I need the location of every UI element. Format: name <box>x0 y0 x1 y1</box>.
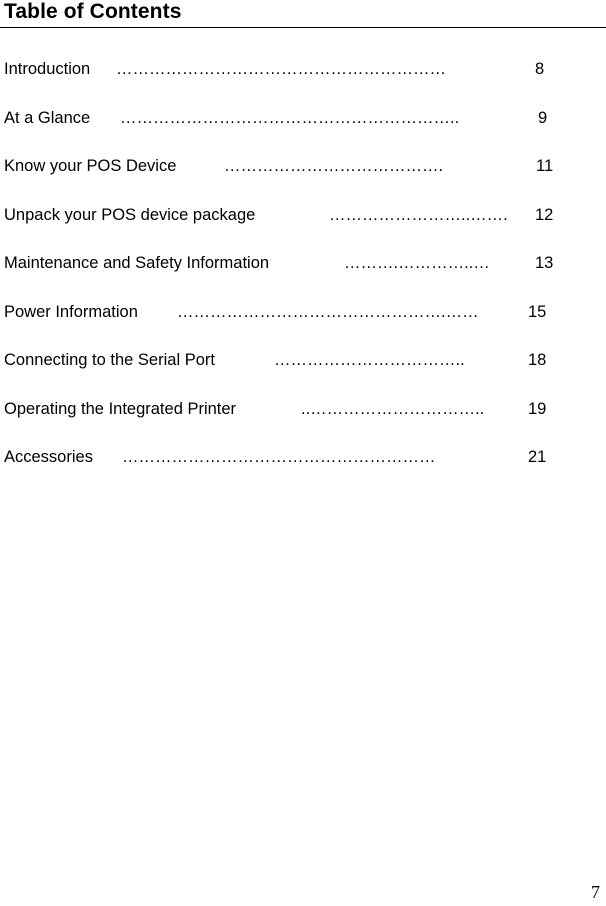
dot-leader: …………………………………. <box>224 157 444 175</box>
dot-leader: ………………………………………….…… <box>177 302 479 321</box>
page-number: 7 <box>591 882 600 902</box>
toc-entry-title: Know your POS Device <box>4 157 177 175</box>
toc-page-number: 12 <box>535 205 554 224</box>
dot-leader: ………………………………………………… <box>122 448 436 466</box>
toc-entry-title: Connecting to the Serial Port <box>4 351 215 369</box>
toc-page-number: 21 <box>528 448 547 466</box>
dot-leader: ……………………..……. <box>329 205 508 224</box>
toc-entry-title: Power Information <box>4 302 138 321</box>
page-title: Table of Contents <box>4 0 182 23</box>
toc-entry-title: At a Glance <box>4 108 91 127</box>
dot-leader: ..………………………….. <box>301 399 485 418</box>
toc-entry-title: Unpack your POS device package <box>4 205 256 224</box>
toc-entry-title: Operating the Integrated Printer <box>4 399 237 418</box>
toc-page-number: 8 <box>535 60 545 78</box>
dot-leader: ……….…………..… <box>344 254 490 272</box>
toc-page-number: 15 <box>528 302 547 321</box>
toc-page-number: 19 <box>528 399 547 418</box>
title-rule <box>0 27 606 28</box>
dot-leader: …………………………………………………….. <box>120 108 460 127</box>
toc-entry-title: Maintenance and Safety Information <box>4 254 270 272</box>
dot-leader: …………………………………………………… <box>116 60 446 78</box>
toc-entry-title: Accessories <box>4 448 93 466</box>
toc-page-number: 13 <box>535 254 554 272</box>
toc-entry-title: Introduction <box>4 60 91 78</box>
toc-page-number: 18 <box>528 351 547 369</box>
toc-page-number: 9 <box>538 108 548 127</box>
toc-page-number: 11 <box>536 157 554 175</box>
dot-leader: …………………………….. <box>274 351 465 369</box>
